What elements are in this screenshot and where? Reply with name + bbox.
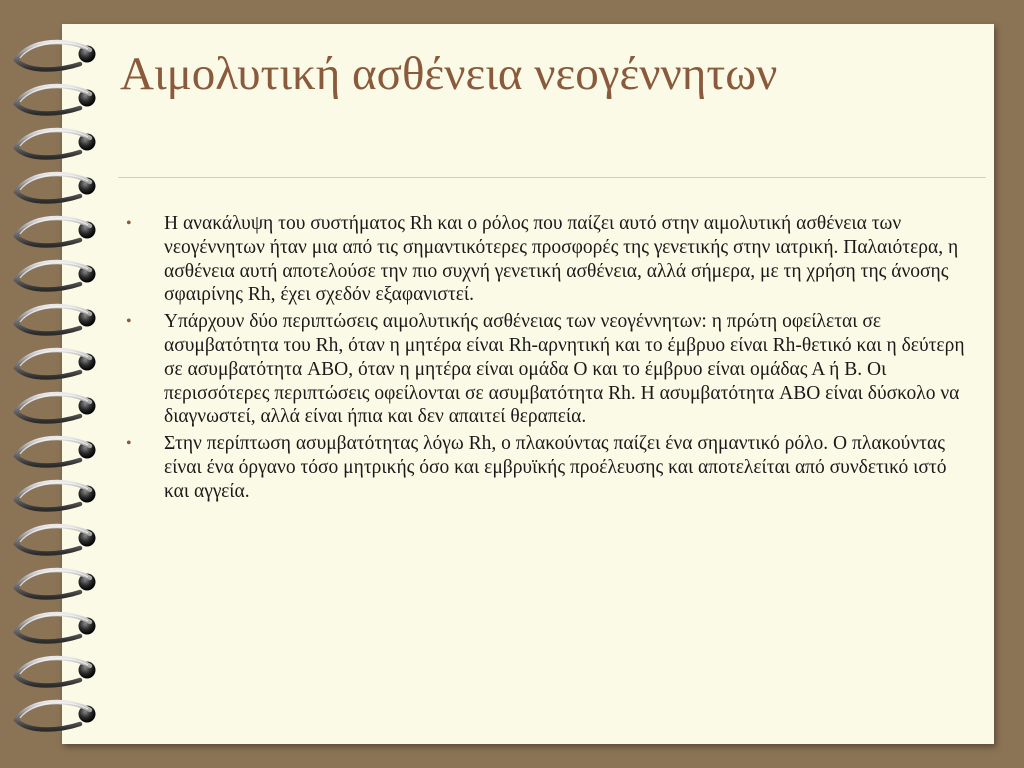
spiral-ring [16,658,96,686]
spiral-ring [16,42,96,70]
title-divider [118,177,986,178]
spiral-binding-icon [0,0,110,768]
spiral-ring [16,218,96,246]
spiral-ring [16,394,96,422]
bullet-list [124,212,974,507]
bullet-text: Η ανακάλυψη του συστήματος Rh και ο ρόλος που παίζει αυτό στην αιμολυτική ασθένεια των νεογέννητων ήταν μια από τις σημαντικότερες προσφορές της γενετικής στην ιατρική. Παλαιότερα, η ασθένεια αυτή αποτελούσε την πιο συχνή γενετική ασθένεια, αλλά σήμερα, με τη χρήση της άνοσης σφαιρίνης Rh, έχει σχεδόν εξαφανιστεί. [164,213,959,306]
bullet-text: Στην περίπτωση ασυμβατότητας λόγω Rh, ο πλακούντας παίζει ένα σημαντικό ρόλο. Ο πλακούντας είναι ένα όργανο τόσο μητρικής όσο και εμβρυϊκής προέλευσης και αποτελείται από συνδετικό ιστό και αγγεία. [164,433,947,502]
bullet-item [124,212,974,307]
spiral-ring [16,526,96,554]
bullet-text: Υπάρχουν δύο περιπτώσεις αιμολυτικής ασθένειας των νεογέννητων: η πρώτη οφείλεται σε ασυμβατότητα του Rh, όταν η μητέρα είναι Rh-αρνητική και το έμβρυο είναι Rh-θετικό και η δεύτερη σε ασυμβατότητα ABO, όταν η μητέρα είναι ομάδα Ο και το έμβρυο είναι ομάδας Α ή Β. Οι περισσότερες περιπτώσεις οφείλονται σε ασυμβατότητα Rh. Η ασυμβατότητα ABO είναι δύσκολο να διαγνωστεί, αλλά είναι ήπια και δεν απαιτεί θεραπεία. [164,311,965,428]
notebook-page [62,24,994,744]
spiral-ring [16,262,96,290]
slide-title: Αιμολυτική ασθένεια νεογέννητων [120,48,778,100]
bullet-item [124,432,974,503]
bullet-glyph: • [126,435,132,453]
bullet-glyph: • [126,215,132,232]
bullet-glyph: • [126,313,132,331]
spiral-ring [16,570,96,598]
spiral-ring [16,130,96,158]
spiral-ring [16,702,96,730]
spiral-ring [16,482,96,510]
bullet-item [124,310,974,429]
spiral-ring [16,438,96,466]
spiral-ring [16,306,96,334]
spiral-ring [16,350,96,378]
spiral-ring [16,174,96,202]
spiral-ring [16,614,96,642]
spiral-ring [16,86,96,114]
